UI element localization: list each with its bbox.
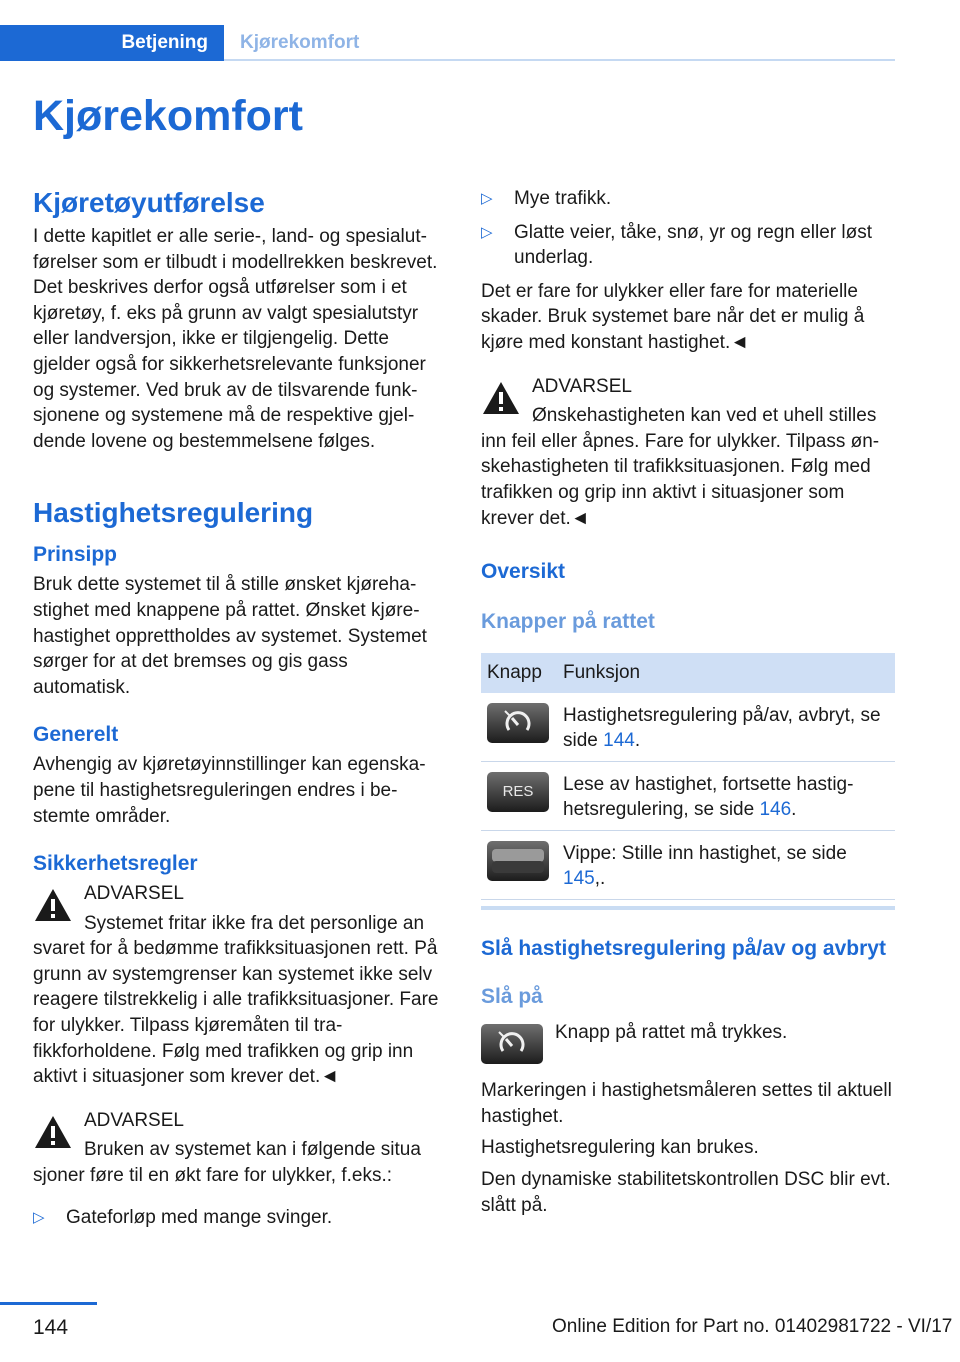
tab-kjorekomfort[interactable]: Kjørekomfort (240, 32, 360, 53)
list-item (33, 1205, 447, 1231)
warning-text: inn feil eller åpnes. Fare for ulykker. Tilpass ønskehastigheten til trafikksituasjonen. Følg med trafikken og grip inn aktivt i situasjoner som krever det.◄ (481, 430, 880, 529)
warning-text-first: Ønskehastigheten kan ved et uhell stilles (532, 405, 877, 427)
table-row (481, 762, 895, 831)
warning-title: ADVARSEL (84, 883, 184, 905)
button-instruction (481, 1024, 895, 1064)
warning-block (33, 881, 447, 1090)
triangle-bullet-icon: ▷ (481, 190, 493, 207)
list-item-text: Glatte veier, tåke, snø, yr og regn eller løst underlag. (514, 221, 872, 269)
section-heading-kjoretoyutforelse: Kjøretøyutførelse (33, 187, 265, 218)
warning-text-first: Systemet fritar ikke fra det personlige an (84, 912, 425, 934)
paragraph: Markeringen i hastighetsmåleren settes til aktuell hastighet. (481, 1080, 892, 1127)
tab-betjening[interactable]: Betjening (0, 25, 224, 61)
table-header-row (481, 653, 895, 693)
row-text: Hastighetsregulering på/av, avbryt, se side (563, 705, 881, 752)
triangle-bullet-icon: ▷ (481, 223, 493, 241)
table-row (481, 693, 895, 762)
section-text: I dette kapitlet er alle serie-, land- og spesialutførelser som er tilbudt i modellrekken beskrevet. Det beskrives derfor også utførelser som i et kjøretøy, f. eks på grunn av valgt spesialutstyr eller landversjon, ikke er tilgjengelig. Dette gjelder også for sikkerhetsrelevante funksjoner og systemer. Ved bruk av de tilsvarende funksjonene og systemene må de respektive gjeldende lovene og bestemmelsene følges. (33, 226, 438, 452)
page-link[interactable]: 145 (563, 868, 595, 890)
subheading-sikkerhetsregler: Sikkerhetsregler (33, 852, 198, 876)
cruise-control-icon (487, 703, 549, 743)
warning-title: ADVARSEL (532, 375, 632, 397)
page-number: 144 (33, 1316, 69, 1339)
table-cell-function (557, 831, 895, 900)
subheading-generelt: Generelt (33, 723, 119, 747)
buttons-table (481, 653, 895, 900)
warning-icon (33, 1114, 73, 1150)
subheading-oversikt: Oversikt (481, 560, 566, 584)
prinsipp-text: Bruk dette systemet til å stille ønsket kjørehastighet med knappene på rattet. Ønsket kjørehastighet opprettholdes av systemet. Systemet sørger for at det bremses og gis gass automatisk. (33, 574, 427, 698)
triangle-bullet-icon: ▷ (33, 1208, 45, 1226)
page-link[interactable]: 144 (603, 730, 635, 752)
list-item-text: Gateforløp med mange svinger. (66, 1206, 333, 1228)
page-title: Kjørekomfort (33, 92, 303, 140)
column-header-knapp: Knapp (481, 653, 557, 693)
footer-rule (0, 1302, 97, 1305)
row-text: Lese av hastighet, fortsette hastighetsregulering, se side (563, 774, 854, 821)
warning-icon (481, 380, 521, 416)
table-bottom-rule (481, 906, 895, 910)
warning-icon (33, 887, 73, 923)
left-column (33, 186, 447, 1230)
subheading-sla-pa: Slå på (481, 985, 543, 1009)
warning-block (33, 1108, 447, 1189)
paragraph: Den dynamiske stabilitetskontrollen DSC blir evt. slått på. (481, 1168, 891, 1216)
table-cell-icon (481, 693, 557, 762)
row-suffix: . (791, 799, 797, 821)
warning-block (481, 374, 895, 532)
row-text: Vippe: Stille inn hastighet, se side (563, 843, 847, 865)
cruise-control-icon (481, 1024, 543, 1064)
table-cell-icon (481, 762, 557, 831)
section-heading-hastighetsregulering: Hastighetsregulering (33, 497, 314, 529)
list-item-text: Mye trafikk. (514, 188, 612, 209)
paragraph: Hastighetsregulering kan brukes. (481, 1137, 759, 1159)
instruction-text: Knapp på rattet må trykkes. (555, 1022, 788, 1044)
list-item (481, 220, 895, 271)
page-link[interactable]: 146 (759, 799, 792, 821)
table-cell-icon (481, 831, 557, 900)
warning-title: ADVARSEL (84, 1109, 184, 1131)
table-row (481, 831, 895, 900)
subheading-knapper-pa-rattet: Knapper på rattet (481, 610, 655, 634)
table-cell-function (557, 693, 895, 762)
right-column (481, 186, 895, 1218)
res-button: RES (487, 772, 549, 812)
paragraph: Det er fare for ulykker eller fare for materielle skader. Bruk systemet bare når det er mulig å kjøre med konstant hastighet.◄ (481, 280, 865, 353)
warning-text: sjoner føre til en økt fare for ulykker, f.eks.: (33, 1165, 393, 1187)
generelt-text: Avhengig av kjøretøyinnstillinger kan egenskapene til hastighetsreguleringen endres i bestemte områder. (33, 754, 426, 827)
row-suffix: . (634, 730, 641, 752)
subheading-sla-hastighetsregulering: Slå hastighetsregulering på/av og avbryt (481, 937, 886, 961)
warning-text: svaret for å bedømme trafikksituasjonen rett. På grunn av systemgrenser kan systemet ikke selv reagere tilstrekkelig i alle trafikksituasjoner. Fare for ulykker. Tilpass kjøremåten til trafikkforholdene. Følg med trafikken og grip inn aktivt i situasjoner som krever det.◄ (33, 938, 439, 1088)
list-item (481, 186, 895, 212)
edition-note: Online Edition for Part no. 01402981722 - VI/17 (552, 1316, 953, 1337)
row-suffix: ,. (594, 868, 606, 890)
warning-text-first: Bruken av systemet kan i følgende situa (84, 1139, 421, 1161)
page-header (0, 25, 895, 61)
column-header-funksjon: Funksjon (557, 653, 895, 693)
subheading-prinsipp: Prinsipp (33, 543, 118, 567)
table-cell-function (557, 762, 895, 831)
rocker-switch-icon (487, 841, 549, 881)
